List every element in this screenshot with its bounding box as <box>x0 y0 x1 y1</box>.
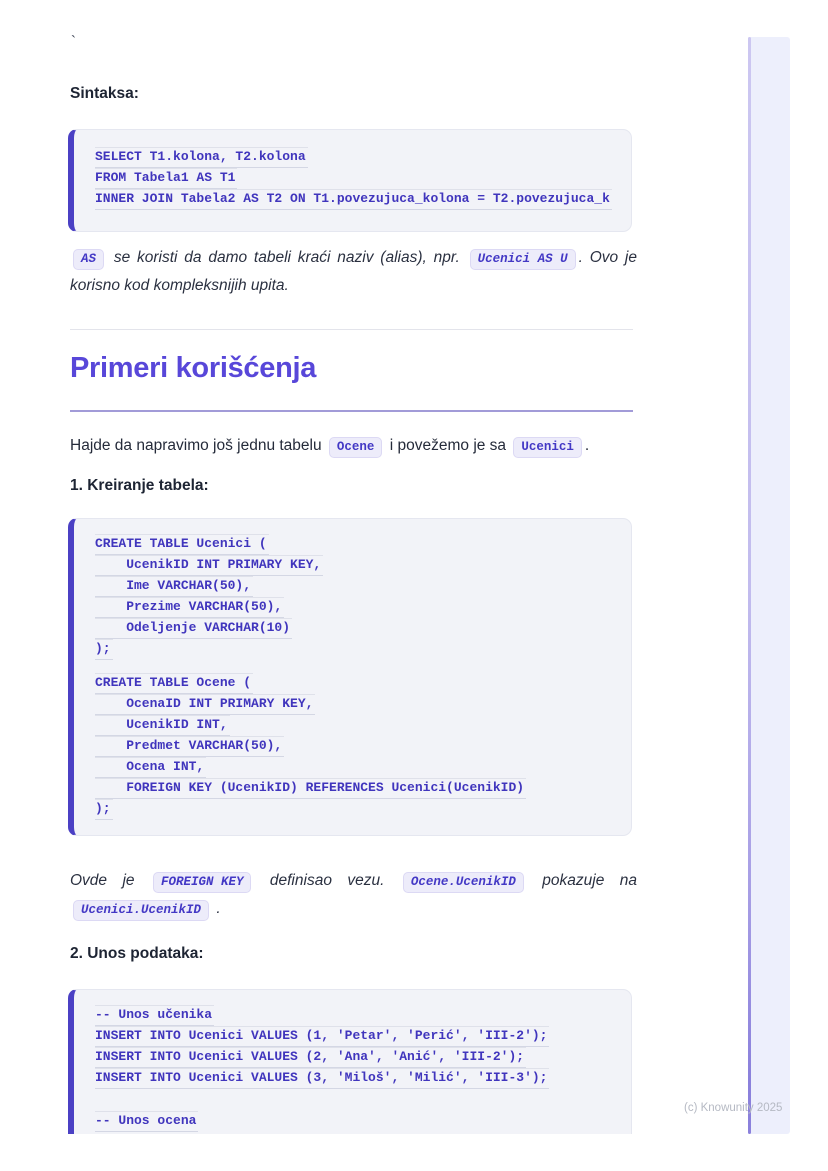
code-line <box>95 1026 625 1047</box>
code-line <box>95 799 625 820</box>
scrollbar-thumb[interactable] <box>748 37 751 1134</box>
step2-heading: 2. Unos podataka: <box>70 945 204 962</box>
code-line-text: -- Unos učenika <box>95 1005 214 1026</box>
code-line-text: INNER JOIN Tabela2 AS T2 ON T1.povezujuca_kolona = T2.povezujuca_k <box>95 189 612 210</box>
code-blank-line <box>95 660 625 673</box>
sql-code-block-create-tables <box>68 518 632 836</box>
code-line-text: -- Unos ocena <box>95 1111 198 1132</box>
code-line-text: FOREIGN KEY (UcenikID) REFERENCES Ucenici(UcenikID) <box>95 778 526 799</box>
section-title: Primeri korišćenja <box>70 352 317 384</box>
inline-code-chip: Ucenici AS U <box>470 249 576 270</box>
paragraph-text: . <box>212 899 221 917</box>
code-line-text: Ocena INT, <box>95 757 206 778</box>
inline-code-chip: FOREIGN KEY <box>153 872 252 893</box>
code-line-text: UcenikID INT, <box>95 715 230 736</box>
paragraph-text: . Ovo je korisno kod kompleksnijih upita. <box>70 249 637 294</box>
code-line-text: UcenikID INT PRIMARY KEY, <box>95 555 323 576</box>
code-line-text: Predmet VARCHAR(50), <box>95 736 284 757</box>
code-blank-line <box>95 1089 625 1111</box>
paragraph-text: se koristi da damo tabeli kraći naziv (alias), npr. <box>107 249 467 266</box>
code-line <box>95 576 625 597</box>
code-line <box>95 597 625 618</box>
inline-code-chip: Ucenici <box>513 437 582 458</box>
code-line <box>95 168 625 189</box>
code-line <box>95 736 625 757</box>
paragraph-alias-note <box>70 244 637 299</box>
inline-code-chip: Ucenici.UcenikID <box>73 900 209 921</box>
code-line <box>95 1111 625 1132</box>
code-line <box>95 639 625 660</box>
code-line <box>95 757 625 778</box>
paragraph-text: pokazuje na <box>526 872 637 889</box>
code-line <box>95 778 625 799</box>
sintaksa-heading: Sintaksa: <box>70 85 139 102</box>
divider <box>70 329 633 330</box>
code-line-text: SELECT T1.kolona, T2.kolona <box>95 147 308 168</box>
code-line <box>95 534 625 555</box>
paragraph-intro-tables <box>70 432 637 459</box>
inline-code-chip: AS <box>73 249 104 270</box>
paragraph-text: Hajde da napravimo još jednu tabelu <box>70 437 326 454</box>
code-line-text: INSERT INTO Ucenici VALUES (3, 'Miloš', 'Milić', 'III-3'); <box>95 1068 549 1089</box>
stray-backtick-text: ` <box>71 33 76 50</box>
paragraph-text: i povežemo je sa <box>385 437 511 454</box>
code-line-text: FROM Tabela1 AS T1 <box>95 168 237 189</box>
code-line <box>95 189 625 210</box>
paragraph-text: . <box>584 437 590 454</box>
scrollbar-track[interactable] <box>748 37 790 1134</box>
code-line <box>95 673 625 694</box>
code-line-text: CREATE TABLE Ocene ( <box>95 673 253 694</box>
code-line-text: Ime VARCHAR(50), <box>95 576 253 597</box>
step1-heading: 1. Kreiranje tabela: <box>70 477 209 494</box>
copyright-watermark: (c) Knowunity 2025 <box>684 1102 783 1114</box>
code-line <box>95 694 625 715</box>
sql-code-block-inserts <box>68 989 632 1134</box>
inline-code-chip: Ocene.UcenikID <box>403 872 524 893</box>
code-line <box>95 555 625 576</box>
code-line-text: CREATE TABLE Ucenici ( <box>95 534 269 555</box>
code-line <box>95 1047 625 1068</box>
code-line-text: ); <box>95 639 113 660</box>
code-line <box>95 618 625 639</box>
paragraph-text: Ovde je <box>70 872 150 889</box>
code-line-text: OcenaID INT PRIMARY KEY, <box>95 694 315 715</box>
code-line <box>95 1068 625 1089</box>
paragraph-text: definisao vezu. <box>254 872 400 889</box>
code-line-text: INSERT INTO Ucenici VALUES (1, 'Petar', 'Perić', 'III-2'); <box>95 1026 549 1047</box>
code-line-text: INSERT INTO Ucenici VALUES (2, 'Ana', 'Anić', 'III-2'); <box>95 1047 526 1068</box>
code-line-text: Odeljenje VARCHAR(10) <box>95 618 292 639</box>
inline-code-chip: Ocene <box>329 437 383 458</box>
heading-underline <box>70 410 633 412</box>
code-line <box>95 1005 625 1026</box>
code-line-text: Prezime VARCHAR(50), <box>95 597 284 618</box>
paragraph-foreign-key-note <box>70 867 637 922</box>
code-line <box>95 147 625 168</box>
sql-code-block-syntax <box>68 129 632 232</box>
code-line-text: ); <box>95 799 113 820</box>
code-line <box>95 715 625 736</box>
